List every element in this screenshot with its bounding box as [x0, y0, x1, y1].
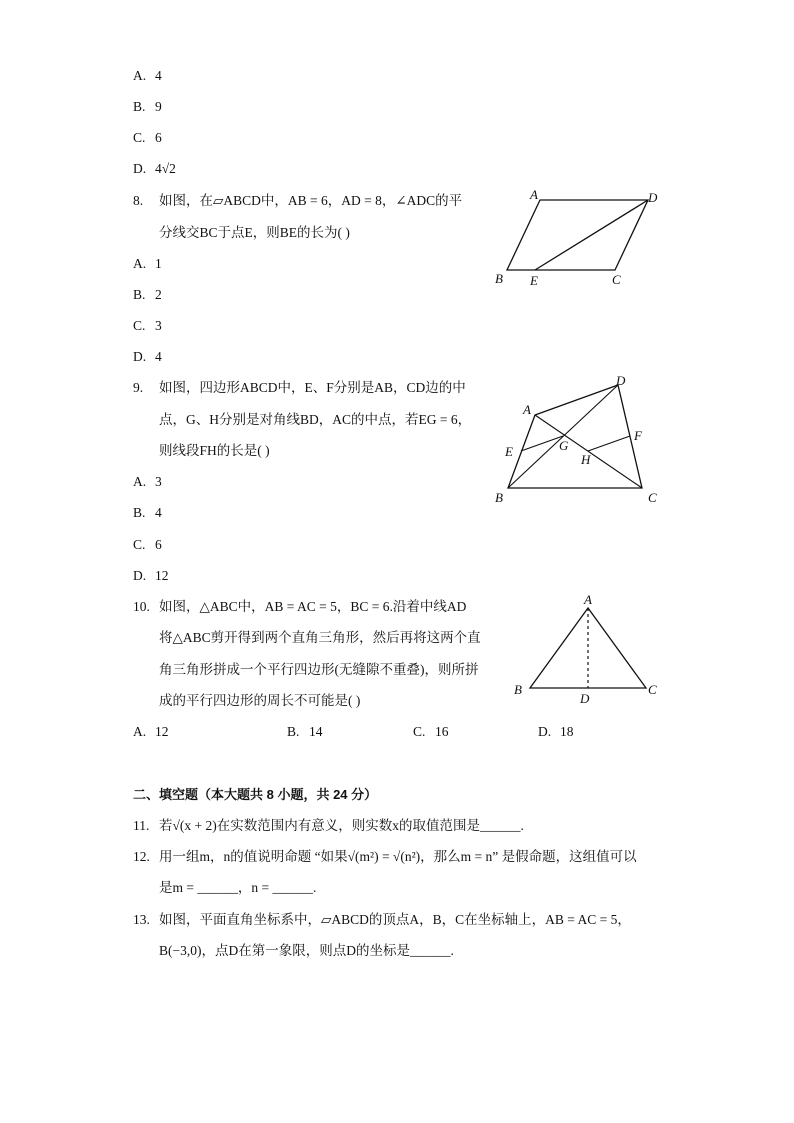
label-b: B: [514, 682, 522, 697]
q12-line2: 是m = ______，n = ______.: [159, 880, 317, 895]
label-d: D: [616, 373, 626, 388]
question-text: 如图，在▱ABCD中，AB = 6，AD = 8，∠ADC的平: [159, 193, 463, 208]
question-text: 若√(x + 2)在实数范围内有意义，则实数x的取值范围是______.: [159, 818, 524, 833]
option-text: 6: [155, 537, 162, 552]
label-c: C: [612, 272, 621, 287]
q8-line2: 分线交BC于点E，则BE的长为( ): [159, 225, 350, 240]
option-text: 4: [155, 68, 162, 83]
label-a: A: [584, 592, 592, 607]
option-label: B.: [133, 99, 146, 114]
q8-option-d: [133, 348, 162, 366]
q10-line3: 角三角形拼成一个平行四边形(无缝隙不重叠)，则所拼: [159, 662, 479, 677]
option-label: A.: [133, 68, 147, 83]
option-text: 6: [155, 130, 162, 145]
quadrilateral-abcd: [508, 385, 642, 488]
label-g: G: [559, 438, 569, 453]
label-e: E: [530, 273, 538, 288]
question-number: 11.: [133, 818, 150, 833]
q10-triangle-figure: [505, 590, 670, 710]
option-label: B.: [133, 505, 146, 520]
option-label: D.: [133, 568, 147, 583]
question-text: 如图，平面直角坐标系中，▱ABCD的顶点A，B，C在坐标轴上，AB = AC = 5，: [159, 912, 631, 927]
q10-option-c: [413, 723, 449, 741]
option-text: 3: [155, 474, 162, 489]
option-text: 1: [155, 256, 162, 271]
question-number: 13.: [133, 912, 150, 927]
option-label: B.: [133, 287, 146, 302]
question-number: 12.: [133, 849, 150, 864]
label-c: C: [648, 490, 657, 505]
label-e: E: [505, 444, 513, 459]
option-text: 2: [155, 287, 162, 302]
q13-line1: [133, 911, 631, 929]
option-text: 16: [435, 724, 449, 739]
label-d: D: [648, 190, 658, 205]
option-text: 12: [155, 568, 169, 583]
question-number: 9.: [133, 380, 144, 395]
q9-line3: 则线段FH的长是( ): [159, 443, 270, 458]
label-d: D: [580, 691, 590, 706]
question-text: 用一组m，n的值说明命题 “如果√(m²) = √(n²)，那么m = n” 是假命题，这组值可以: [159, 849, 637, 864]
question-number: 10.: [133, 599, 150, 614]
option-text: 9: [155, 99, 162, 114]
q8-parallelogram-figure: [490, 185, 670, 290]
q10-option-d: [538, 723, 574, 741]
option-text: 18: [560, 724, 574, 739]
parallelogram-abcd: [507, 200, 648, 270]
q10-line4: 成的平行四边形的周长不可能是( ): [159, 693, 361, 708]
q7-option-b: [133, 98, 162, 116]
option-label: C.: [133, 130, 146, 145]
label-a: A: [530, 187, 538, 202]
q7-option-c: [133, 129, 162, 147]
q13-line2: B(−3,0)，点D在第一象限，则点D的坐标是______.: [159, 943, 454, 958]
option-label: D.: [133, 349, 147, 364]
q11: [133, 817, 524, 835]
question-number: 8.: [133, 193, 144, 208]
segment-eg: [521, 436, 563, 451]
option-text: 3: [155, 318, 162, 333]
question-text: 如图，四边形ABCD中，E、F分别是AB，CD边的中: [159, 380, 466, 395]
q10-line1: [133, 598, 466, 616]
label-h: H: [581, 452, 591, 467]
option-label: C.: [133, 318, 146, 333]
option-label: C.: [133, 537, 146, 552]
q7-option-a: [133, 67, 162, 85]
q7-option-d: [133, 160, 176, 178]
option-label: A.: [133, 724, 147, 739]
option-text: 4: [155, 505, 162, 520]
q9-option-d: [133, 567, 169, 585]
q9-line1: [133, 379, 466, 397]
q8-option-a: [133, 255, 162, 273]
q9-line2: 点，G、H分别是对角线BD，AC的中点，若EG = 6，: [159, 412, 472, 427]
q9-option-a: [133, 473, 162, 491]
q8-option-b: [133, 286, 162, 304]
q8-line1: [133, 192, 462, 210]
q10-line2: 将△ABC剪开得到两个直角三角形，然后再将这两个直: [159, 630, 481, 645]
option-text: 12: [155, 724, 169, 739]
q8-option-c: [133, 317, 162, 335]
label-b: B: [495, 271, 503, 286]
q9-option-b: [133, 504, 162, 522]
q9-quadrilateral-figure: [490, 370, 670, 510]
q10-option-a: [133, 723, 169, 741]
question-text: 如图，△ABC中，AB = AC = 5，BC = 6.沿着中线AD: [159, 599, 467, 614]
label-a: A: [523, 402, 531, 417]
label-f: F: [634, 428, 642, 443]
option-label: A.: [133, 256, 147, 271]
q12-line1: [133, 848, 637, 866]
option-label: D.: [538, 724, 552, 739]
option-label: C.: [413, 724, 426, 739]
option-label: B.: [287, 724, 300, 739]
q10-option-b: [287, 723, 323, 741]
option-text: 4: [155, 349, 162, 364]
option-label: D.: [133, 161, 147, 176]
q9-option-c: [133, 536, 162, 554]
option-label: A.: [133, 474, 147, 489]
segment-hf: [588, 436, 630, 451]
label-b: B: [495, 490, 503, 505]
option-text: 14: [309, 724, 323, 739]
section-heading: 二、填空题（本大题共 8 小题，共 24 分）: [133, 787, 378, 802]
label-c: C: [648, 682, 657, 697]
option-text: 4√2: [155, 161, 176, 176]
